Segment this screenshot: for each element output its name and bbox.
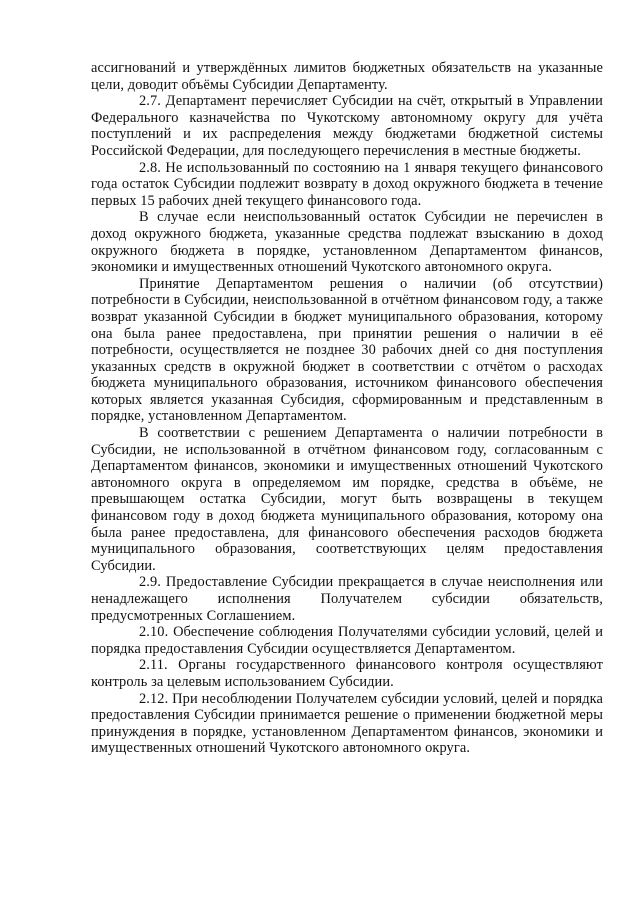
paragraph-2-12: 2.12. При несоблюдении Получателем субсидии условий, целей и порядка предоставления Субсидии принимается решение о применении бюджетной меры принуждения в порядке, установленном Департаментом финансов, экономики и имущественных отношений Чукотского автономного округа. bbox=[91, 690, 603, 757]
paragraph-2-11: 2.11. Органы государственного финансового контроля осуществляют контроль за целевым использованием Субсидии. bbox=[91, 657, 603, 690]
paragraph-continuation: ассигнований и утверждённых лимитов бюджетных обязательств на указанные цели, доводит объёмы Субсидии Департаменту. bbox=[91, 60, 603, 93]
paragraph-2-8: 2.8. Не использованный по состоянию на 1 января текущего финансового года остаток Субсидии подлежит возврату в доход окружного бюджета в течение первых 15 рабочих дней текущего финансового года. bbox=[91, 159, 603, 209]
paragraph-2-8-unused-balance: В случае если неиспользованный остаток Субсидии не перечислен в доход окружного бюджета, указанные средства подлежат взысканию в доход окружного бюджета в порядке, установленном Департаментом финансов, экономики и имущественных отношений Чукотского автономного округа. bbox=[91, 209, 603, 276]
document-body bbox=[91, 60, 603, 757]
paragraph-2-8-decision: Принятие Департаментом решения о наличии (об отсутствии) потребности в Субсидии, неиспользованной в отчётном финансовом году, а также возврат указанной Субсидии в бюджет муниципального образования, которому она была ранее предоставлена, при принятии решения о наличии в её потребности, осуществляется не позднее 30 рабочих дней со дня поступления указанных средств в окружной бюджет в соответствии с отчётом о расходах бюджета муниципального образования, источником финансового обеспечения которых является указанная Субсидия, сформированным и представленным в порядке, установленном Департаментом. bbox=[91, 275, 603, 425]
paragraph-2-9: 2.9. Предоставление Субсидии прекращается в случае неисполнения или ненадлежащего исполнения Получателем субсидии обязательств, предусмотренных Соглашением. bbox=[91, 574, 603, 624]
paragraph-2-10: 2.10. Обеспечение соблюдения Получателями субсидии условий, целей и порядка предоставления Субсидии осуществляется Департаментом. bbox=[91, 624, 603, 657]
paragraph-2-8-return: В соответствии с решением Департамента о наличии потребности в Субсидии, не использованной в отчётном финансовом году, согласованным с Департаментом финансов, экономики и имущественных отношений Чукотского автономного округа в определяемом им порядке, средства в объёме, не превышающем остатка Субсидии, могут быть возвращены в текущем финансовом году в доход бюджета муниципального образования, которому она была ранее предоставлена, для финансового обеспечения расходов бюджета муниципального образования, соответствующих целям предоставления Субсидии. bbox=[91, 425, 603, 574]
paragraph-2-7: 2.7. Департамент перечисляет Субсидии на счёт, открытый в Управлении Федерального казначейства по Чукотскому автономному округу для учёта поступлений и их распределения между бюджетами бюджетной системы Российской Федерации, для последующего перечисления в местные бюджеты. bbox=[91, 93, 603, 159]
